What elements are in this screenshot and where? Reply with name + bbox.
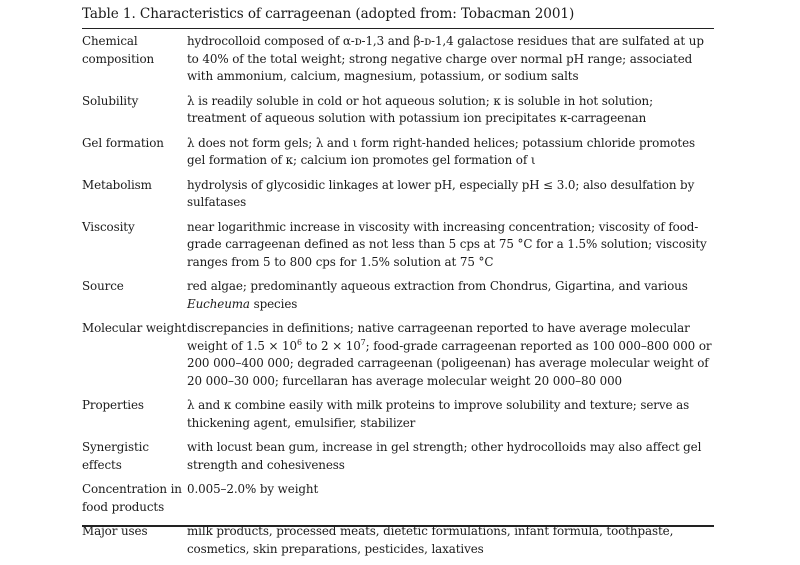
- table-caption: Table 1. Characteristics of carrageenan (adopted from: Tobacman 2001): [82, 6, 575, 22]
- value-text: discrepancies in definitions; native carrageenan reported to have average molecular weight of 1.5 × 10: [187, 321, 690, 353]
- row-label: Source: [82, 279, 124, 293]
- table-row: [82, 33, 714, 93]
- row-value: 0.005–2.0% by weight: [187, 482, 319, 496]
- table-row: [82, 523, 714, 565]
- exponent: 6: [296, 337, 302, 347]
- row-value: [187, 278, 714, 320]
- row-value: milk products, processed meats, dietetic formulations, infant formula, toothpaste, cosmetics, skin preparations, pesticides, laxatives: [187, 524, 674, 556]
- row-label: Major uses: [82, 524, 148, 538]
- row-value: [187, 320, 714, 397]
- row-value: hydrocolloid composed of α-ᴅ-1,3 and β-ᴅ-1,4 galactose residues that are sulfated at up to 40% of the total weight; strong negative charge over normal pH range; associated with ammonium, calcium, magnesium, potassium, or sodium salts: [187, 34, 704, 83]
- row-label: Viscosity: [82, 219, 135, 234]
- row-value: near logarithmic increase in viscosity with increasing concentration; viscosity of food-grade carrageenan defined as not less than 5 cps at 75 °C for a 1.5% solution; viscosity ranges from 5 to 800 cps for 1.5% solution at 75 °C: [187, 219, 707, 269]
- row-value: λ is readily soluble in cold or hot aqueous solution; κ is soluble in hot solution; treatment of aqueous solution with potassium ion precipitates κ-carrageenan: [187, 93, 654, 125]
- table-bottom-rule: [82, 525, 714, 527]
- table-row: [82, 135, 714, 177]
- row-label: Properties: [82, 398, 144, 412]
- table-row: [82, 177, 714, 219]
- value-text: species: [249, 296, 298, 311]
- row-label: Concentration in food products: [82, 482, 182, 514]
- row-value: λ does not form gels; λ and ι form right-handed helices; potassium chloride promotes gel formation of κ; calcium ion promotes gel formation of ι: [187, 135, 696, 167]
- row-label: Metabolism: [82, 177, 152, 192]
- row-value: with locust bean gum, increase in gel strength; other hydrocolloids may also affect gel strength and cohesiveness: [187, 440, 702, 472]
- genus-name: Eucheuma: [187, 296, 250, 311]
- value-text: ; food-grade carrageenan reported as 100 000–800 000 or 200 000–400 000; degraded carrageenan (poligeenan) has average molecular weight of 20 000–30 000; furcellaran has average molecular weight 20 000–80 000: [187, 338, 712, 388]
- row-label: Solubility: [82, 93, 139, 108]
- row-label: Molecular weight: [82, 321, 187, 335]
- row-label: Chemical composition: [82, 34, 155, 66]
- table-row: [82, 320, 714, 397]
- table-row: [82, 397, 714, 439]
- table-row: [82, 93, 714, 135]
- value-text: red algae; predominantly aqueous extraction from Chondrus, Gigartina, and various: [187, 279, 688, 293]
- table-row: [82, 219, 714, 279]
- row-label: Synergistic effects: [82, 440, 149, 472]
- table-top-rule: [82, 28, 714, 29]
- value-text: to 2 × 10: [301, 338, 361, 353]
- table-row: [82, 439, 714, 481]
- table-row: [82, 278, 714, 320]
- row-value: λ and κ combine easily with milk proteins to improve solubility and texture; serve as thickening agent, emulsifier, stabilizer: [187, 398, 690, 430]
- table-row: [82, 481, 714, 523]
- carrageenan-table: [82, 33, 714, 565]
- row-value: hydrolysis of glycosidic linkages at lower pH, especially pH ≤ 3.0; also desulfation by sulfatases: [187, 177, 695, 209]
- row-label: Gel formation: [82, 135, 164, 150]
- exponent: 7: [360, 337, 366, 347]
